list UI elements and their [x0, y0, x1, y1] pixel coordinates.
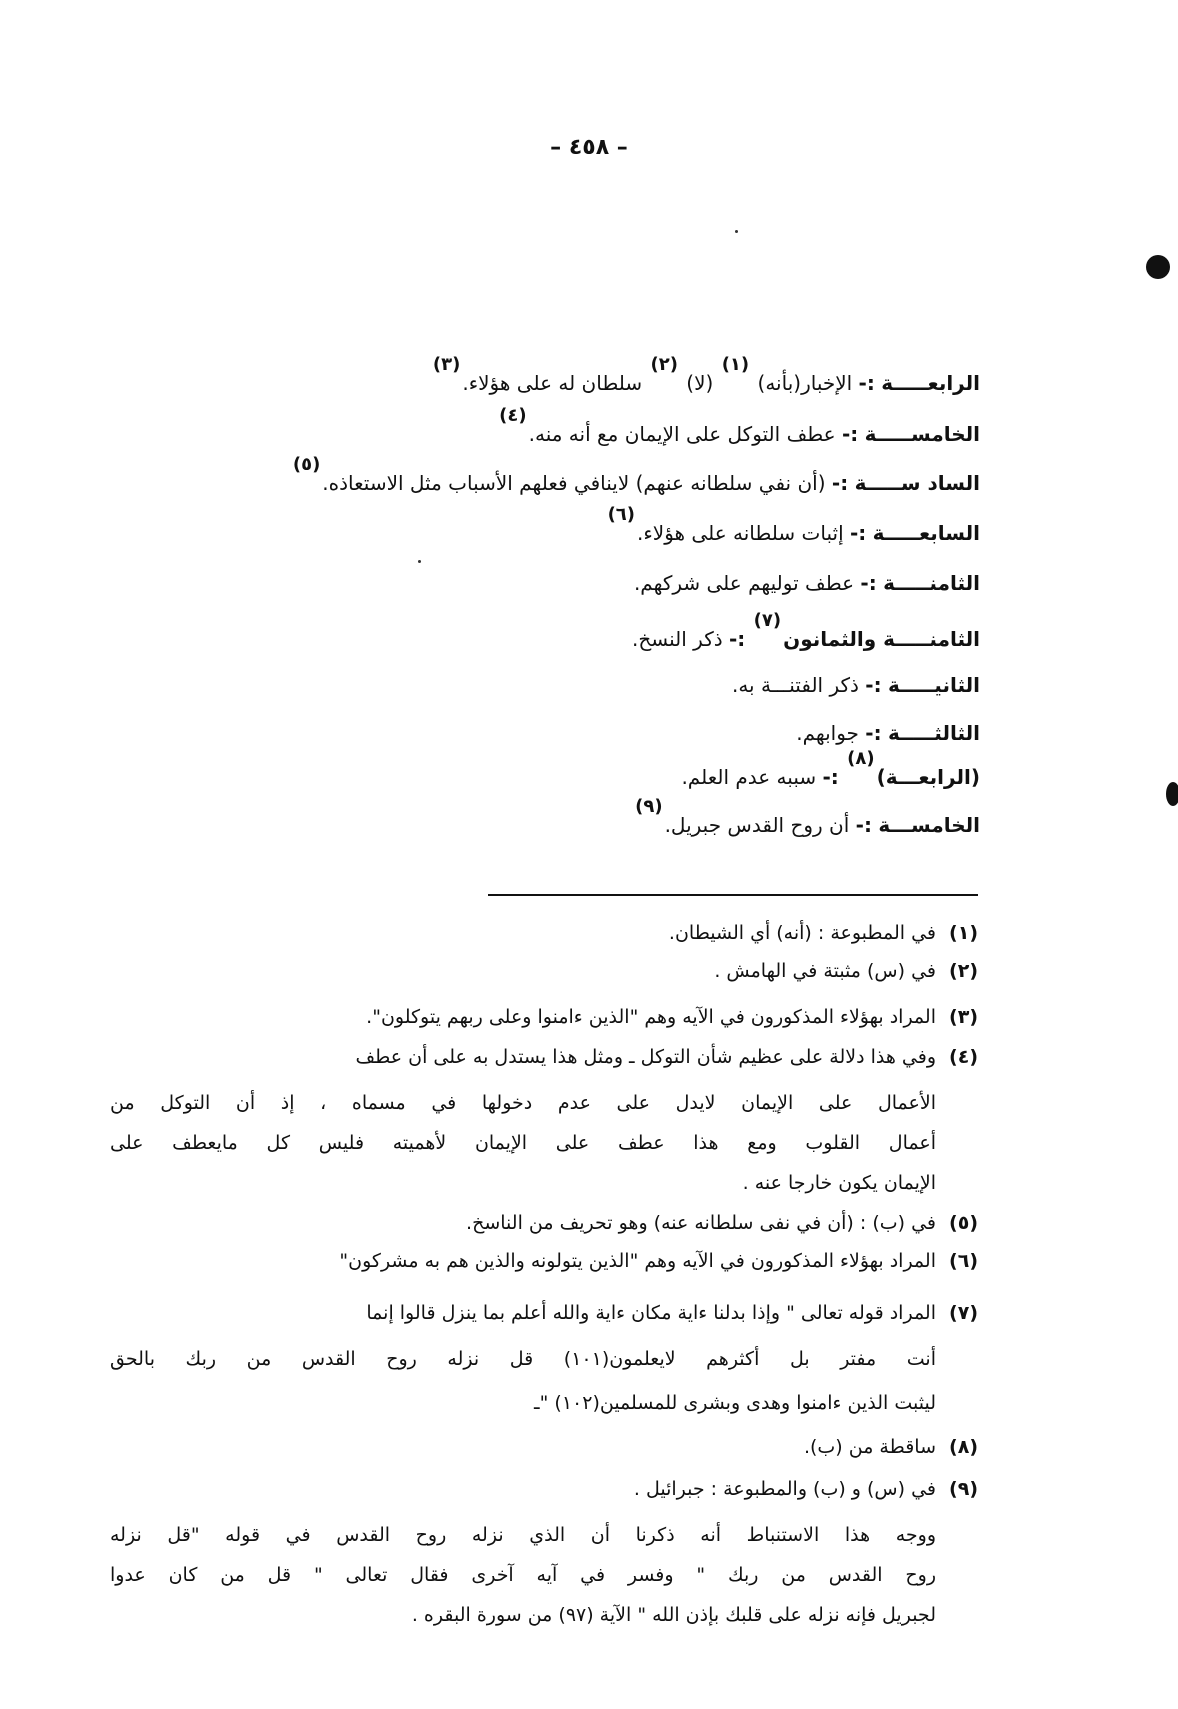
- footnote-4-line-2: الأعمال على الإيمان لايدل على عدم دخولها في مسماه ، إذ أن التوكل من: [110, 1092, 936, 1114]
- footnote-5: (٥)في (ب) : (أن في نفى سلطانه عنه) وهو تحريف من الناسخ.: [466, 1212, 978, 1234]
- point-4b: (الرابعـــة)(٨) :- سببه عدم العلم.: [681, 748, 980, 789]
- footnote-ref: (٦): [607, 504, 636, 525]
- footnote-4: (٤)وفي هذا دلالة على عظيم شأن التوكل ـ ومثل هذا يستدل به على أن عطف: [355, 1046, 978, 1068]
- footnote-9: (٩)في (س) و (ب) والمطبوعة : جبرائيل .: [633, 1478, 978, 1500]
- point-2: الثانيـــــة :- ذكر الفتنـــة به.: [731, 673, 980, 697]
- closing-line-2: روح القدس من ربك " وفسر في آيه آخرى فقال تعالى " قل من كان عدوا: [110, 1564, 936, 1586]
- footnote-7-line-3: ليثبت الذين ءامنوا وهدى وبشرى للمسلمين(١٠٢) "ـ: [534, 1392, 936, 1414]
- footnote-ref: (٨): [847, 748, 875, 769]
- footnote-ref: (٢): [650, 354, 678, 375]
- ink-blot: [1146, 255, 1170, 279]
- footnote-ref: (٣): [432, 354, 461, 375]
- point-8: الثامنـــــة :- عطف توليهم على شركهم.: [633, 571, 980, 595]
- footnote-ref: (٥): [292, 454, 321, 475]
- footnote-4-line-3: أعمال القلوب ومع هذا عطف على الإيمان لأهميته فليس كل مايعطف على: [110, 1132, 936, 1154]
- speck: [735, 230, 738, 233]
- footnote-ref: (١): [721, 354, 750, 375]
- point-4: الرابعـــــة :- الإخبار(بأنه) (١) (لا) (٢) سلطان له على هؤلاء.(٣): [432, 354, 980, 395]
- footnote-7-line-2: أنت مفتر بل أكثرهم لايعلمون(١٠١) قل نزله روح القدس من ربك بالحق: [110, 1348, 937, 1370]
- point-88: الثامنـــــة والثمانون(٧) :- ذكر النسخ.: [632, 610, 980, 651]
- footnote-7: (٧)المراد قوله تعالى " وإذا بدلنا ءاية مكان ءاية والله أعلم بما ينزل قالوا إنما: [366, 1302, 978, 1324]
- speck: [418, 560, 421, 563]
- point-5: الخامســـــة :- عطف التوكل على الإيمان مع أنه منه.(٤): [499, 405, 980, 446]
- point-7: السابعـــــة :- إثبات سلطانه على هؤلاء.(٦): [607, 504, 980, 545]
- footnote-8: (٨)ساقطة من (ب).: [803, 1436, 978, 1458]
- footnote-ref: (٧): [753, 610, 782, 631]
- point-6: الساد ســـــة :- (أن نفي سلطانه عنهم) لاينافي فعلهم الأسباب مثل الاستعاذه.(٥): [292, 454, 980, 495]
- footnote-ref: (٤): [499, 405, 527, 426]
- footnote-divider: [488, 894, 978, 896]
- point-3: الثالثـــــة :- جوابهم.: [796, 721, 980, 745]
- point-5b: الخامســـة :- أن روح القدس جبريل.(٩): [635, 796, 980, 837]
- footnote-1: (١)في المطبوعة : (أنه) أي الشيطان.: [668, 922, 978, 944]
- closing-line-1: ووجه هذا الاستنباط أنه ذكرنا أن الذي نزله روح القدس في قوله "قل نزله: [110, 1524, 936, 1546]
- ink-blot-edge: [1166, 782, 1178, 806]
- footnote-2: (٢)في (س) مثبتة في الهامش .: [714, 960, 978, 982]
- footnote-6: (٦)المراد بهؤلاء المذكورون في الآيه وهم "الذين يتولونه والذين هم به مشركون": [339, 1250, 978, 1272]
- footnote-4-line-4: الإيمان يكون خارجا عنه .: [742, 1172, 936, 1194]
- closing-line-3: لجبريل فإنه نزله على قلبك بإذن الله " الآية (٩٧) من سورة البقره .: [411, 1604, 936, 1626]
- footnote-ref: (٩): [635, 796, 663, 817]
- page-number: – ٤٥٨ –: [550, 135, 628, 160]
- footnote-3: (٣)المراد بهؤلاء المذكورون في الآيه وهم "الذين ءامنوا وعلى ربهم يتوكلون".: [366, 1006, 978, 1028]
